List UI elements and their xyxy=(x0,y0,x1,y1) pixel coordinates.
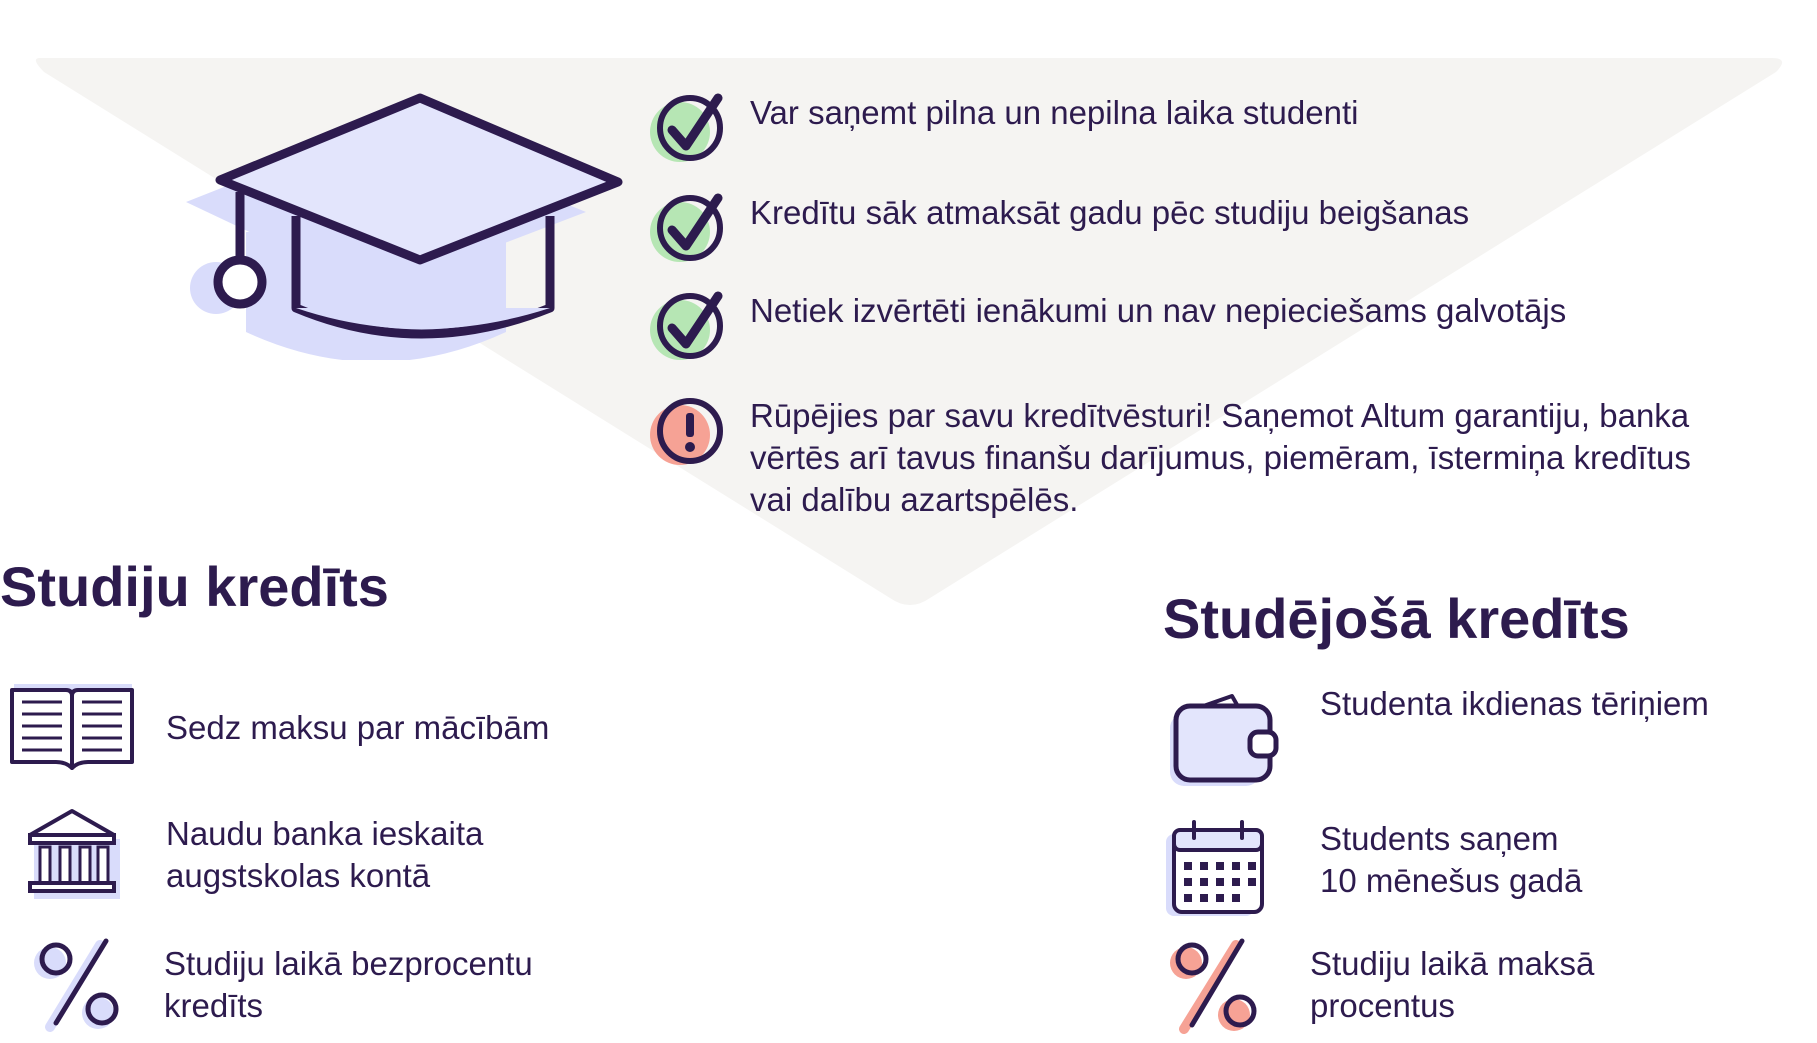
study-loan-title: Studiju kredīts xyxy=(0,555,389,618)
feature-text: Var saņemt pilna un nepilna laika studenti xyxy=(750,94,1359,131)
feature-item xyxy=(648,92,1358,168)
item-text-line: Sedz maksu par mācībām xyxy=(166,709,550,746)
student-loan-title: Studējošā kredīts xyxy=(1163,587,1630,650)
item-text-line: Studenta ikdienas tēriņiem xyxy=(1320,685,1709,722)
item-text-line: augstskolas kontā xyxy=(166,857,431,894)
check-icon xyxy=(648,290,730,366)
feature-item xyxy=(648,192,1469,268)
study-loan-item-text xyxy=(164,943,533,1027)
study-loan-item xyxy=(6,805,483,905)
item-text-line: Studiju laikā maksā xyxy=(1310,945,1595,982)
student-loan-item xyxy=(1160,685,1709,790)
student-loan-item xyxy=(1160,935,1594,1035)
study-loan-item xyxy=(6,935,533,1035)
feature-text: Netiek izvērtēti ienākumi un nav nepieciešams galvotājs xyxy=(750,292,1567,329)
item-text-line: procentus xyxy=(1310,987,1455,1024)
item-text-line: 10 mēnešus gadā xyxy=(1320,862,1583,899)
warning-text-line: Rūpējies par savu kredītvēsturi! Saņemot Altum garantiju, banka xyxy=(750,397,1690,434)
calendar-icon xyxy=(1160,820,1290,920)
check-icon xyxy=(648,92,730,168)
item-text-line: Naudu banka ieskaita xyxy=(166,815,484,852)
item-text-line: Students saņem xyxy=(1320,820,1559,857)
percent-icon xyxy=(6,935,136,1035)
graduation-cap-illustration xyxy=(180,80,640,360)
study-loan-item-text xyxy=(166,813,483,897)
feature-text: Kredītu sāk atmaksāt gadu pēc studiju beigšanas xyxy=(750,194,1470,231)
warning-text xyxy=(750,395,1691,521)
open-book-icon xyxy=(6,678,136,778)
warning-feature-item xyxy=(648,395,1691,521)
warning-text-line: vērtēs arī tavus finanšu darījumus, piemēram, īstermiņa kredītus xyxy=(750,439,1691,476)
study-loan-item xyxy=(6,678,549,778)
study-loan-item-text xyxy=(166,707,549,749)
item-text-line: Studiju laikā bezprocentu xyxy=(164,945,533,982)
student-loan-item xyxy=(1160,820,1582,920)
feature-item xyxy=(648,290,1566,366)
student-loan-item-text xyxy=(1320,683,1709,725)
percent-icon xyxy=(1160,935,1290,1035)
warning-text-line: vai dalību azartspēlēs. xyxy=(750,481,1079,518)
check-icon xyxy=(648,192,730,268)
item-text-line: kredīts xyxy=(164,987,264,1024)
student-loan-item-text xyxy=(1320,818,1582,902)
bank-building-icon xyxy=(6,805,136,905)
student-loan-item-text xyxy=(1310,943,1594,1027)
warning-icon xyxy=(648,395,730,471)
wallet-icon xyxy=(1160,690,1290,790)
